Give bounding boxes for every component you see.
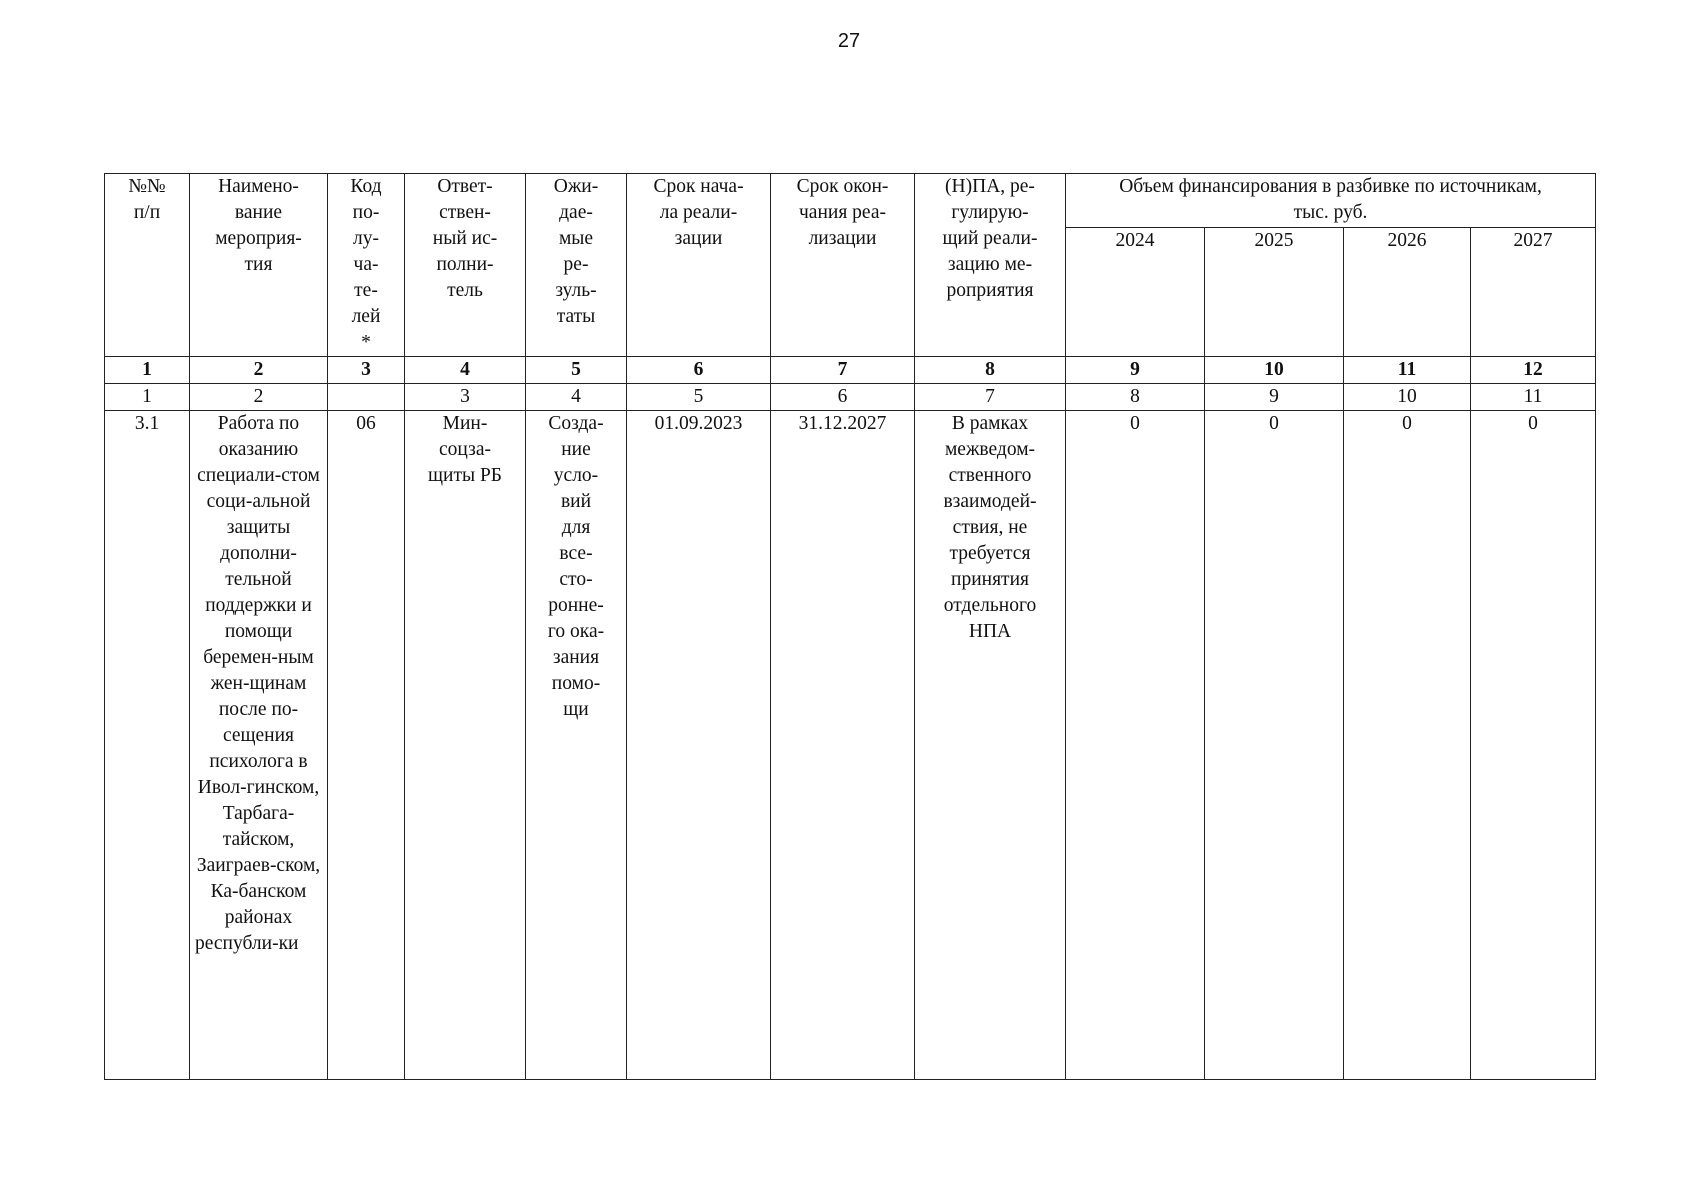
header-legal-act: (Н)ПА, ре- гулирую- щий реали- зацию ме- роприятия: [915, 174, 1066, 357]
row-recipient-code: 06: [328, 411, 405, 1080]
column-number-row: [105, 357, 1596, 384]
column-number: 10: [1205, 357, 1344, 384]
column-index: 3: [405, 384, 526, 411]
header-executor: Ответ- ствен- ный ис- полни- тель: [405, 174, 526, 357]
column-number: 11: [1344, 357, 1471, 384]
column-number: 3: [328, 357, 405, 384]
table-header-row: [105, 174, 1596, 228]
column-index: 4: [526, 384, 627, 411]
row-start-date: 01.09.2023: [627, 411, 771, 1080]
row-funding-2025: 0: [1205, 411, 1344, 1080]
header-expected-results: Ожи- дае- мые ре- зуль- таты: [526, 174, 627, 357]
header-funding: Объем финансирования в разбивке по источникам, тыс. руб.: [1066, 174, 1596, 228]
column-index: 1: [105, 384, 190, 411]
column-index: 2: [190, 384, 328, 411]
column-number: 9: [1066, 357, 1205, 384]
column-index: 5: [627, 384, 771, 411]
column-number: 4: [405, 357, 526, 384]
row-funding-2024: 0: [1066, 411, 1205, 1080]
row-executor: Мин- соцза- щиты РБ: [405, 411, 526, 1080]
activity-plan-table: [104, 173, 1596, 1080]
header-year-2024: 2024: [1066, 227, 1205, 356]
column-number: 5: [526, 357, 627, 384]
column-number: 6: [627, 357, 771, 384]
column-number: 8: [915, 357, 1066, 384]
column-index-row: [105, 384, 1596, 411]
column-index: 6: [771, 384, 915, 411]
header-activity-name: Наимено- вание мероприя- тия: [190, 174, 328, 357]
column-index: 11: [1471, 384, 1596, 411]
table-row: [105, 411, 1596, 1080]
header-recipient-code: Код по- лу- ча- те- лей *: [328, 174, 405, 357]
column-number: 12: [1471, 357, 1596, 384]
column-number: 2: [190, 357, 328, 384]
column-index: 8: [1066, 384, 1205, 411]
column-index: 10: [1344, 384, 1471, 411]
header-number: №№ п/п: [105, 174, 190, 357]
header-year-2027: 2027: [1471, 227, 1596, 356]
header-year-2025: 2025: [1205, 227, 1344, 356]
row-funding-2027: 0: [1471, 411, 1596, 1080]
row-funding-2026: 0: [1344, 411, 1471, 1080]
row-activity-name: Работа по оказанию специали-стом соци-альной защиты дополни-тельной поддержки и помощи беремен-ным жен-щинам после по-сещения психолога в Ивол-гинском, Тарбага-тайском, Заиграев-ском, Ка-банском районах республи-ки: [190, 411, 328, 1080]
column-index: 9: [1205, 384, 1344, 411]
column-index: [328, 384, 405, 411]
column-index: 7: [915, 384, 1066, 411]
row-legal-act: В рамках межведом- ственного взаимодей- ствия, не требуется принятия отдельного НПА: [915, 411, 1066, 1080]
page-number: 27: [837, 30, 861, 52]
header-start-date: Срок нача- ла реали- зации: [627, 174, 771, 357]
row-end-date: 31.12.2027: [771, 411, 915, 1080]
column-number: 7: [771, 357, 915, 384]
row-expected-results: Созда- ние усло- вий для все- сто- ронне- го ока- зания помо- щи: [526, 411, 627, 1080]
header-end-date: Срок окон- чания реа- лизации: [771, 174, 915, 357]
column-number: 1: [105, 357, 190, 384]
row-number: 3.1: [105, 411, 190, 1080]
header-year-2026: 2026: [1344, 227, 1471, 356]
